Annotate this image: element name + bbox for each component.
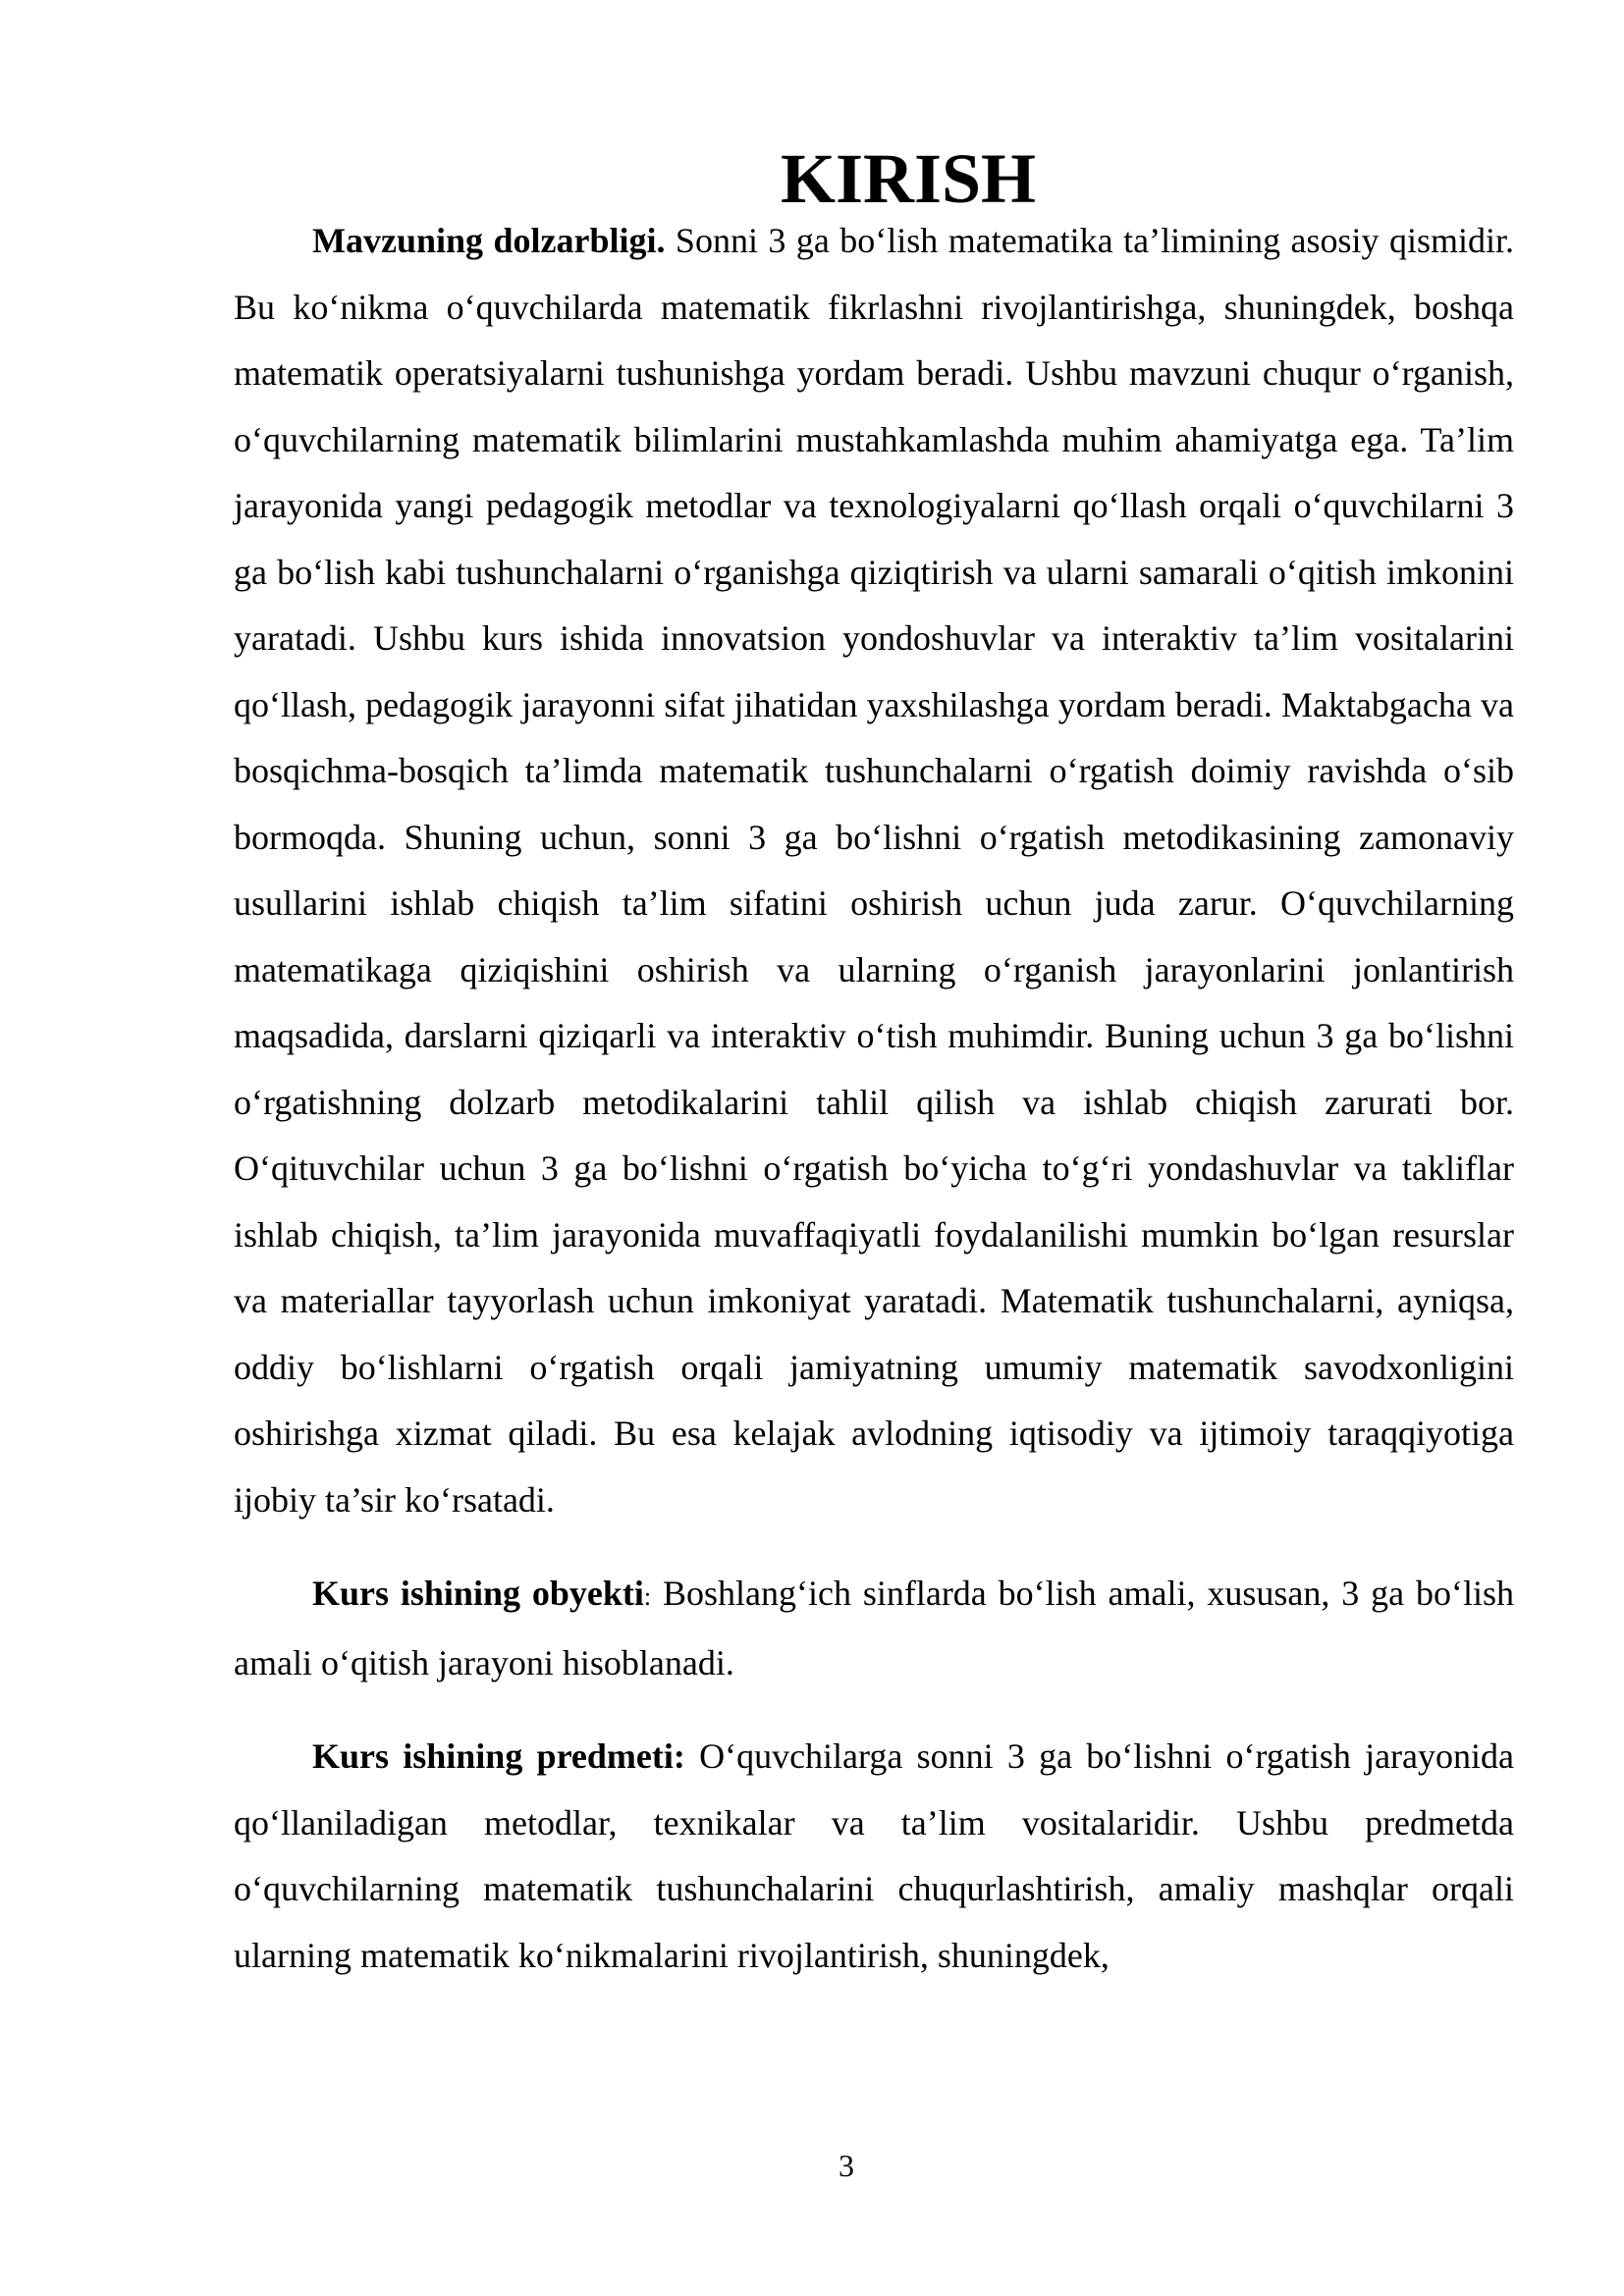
paragraph-lead-object: Kurs ishining obyekti <box>312 1574 644 1613</box>
paragraph-text-relevance: Sonni 3 ga bo‘lish matematika ta’limining asosiy qismidir. Bu ko‘nikma o‘quvchilarda matematik fikrlashni rivojlantirishga, shuningdek, boshqa matematik operatsiyalarni tushunishga yordam beradi. Ushbu mavzuni chuqur o‘rganish, o‘quvchilarning matematik bilimlarini mustahkamlashda muhim ahamiyatga ega. Ta’lim jarayonida yangi pedagogik metodlar va texnologiyalarni qo‘llash orqali o‘quvchilarni 3 ga bo‘lish kabi tushunchalarni o‘rganishga qiziqtirish va ularni samarali o‘qitish imkonini yaratadi. Ushbu kurs ishida innovatsion yondoshuvlar va interaktiv ta’lim vositalarini qo‘llash, pedagogik jarayonni sifat jihatidan yaxshilashga yordam beradi. Maktabgacha va bosqichma-bosqich ta’limda matematik tushunchalarni o‘rgatish doimiy ravishda o‘sib bormoqda. Shuning uchun, sonni 3 ga bo‘lishni o‘rgatish metodikasining zamonaviy usullarini ishlab chiqish ta’lim sifatini oshirish uchun juda zarur. O‘quvchilarning matematikaga qiziqishini oshirish va ularning o‘rganish jarayonlarini jonlantirish maqsadida, darslarni qiziqarli va interaktiv o‘tish muhimdir. Buning uchun 3 ga bo‘lishni o‘rgatishning dolzarb metodikalarini tahlil qilish va ishlab chiqish zarurati bor. O‘qituvchilar uchun 3 ga bo‘lishni o‘rgatish bo‘yicha to‘g‘ri yondashuvlar va takliflar ishlab chiqish, ta’lim jarayonida muvaffaqiyatli foydalanilishi mumkin bo‘lgan resurslar va materiallar tayyorlash uchun imkoniyat yaratadi. Matematik tushunchalarni, ayniqsa, oddiy bo‘lishlarni o‘rgatish orqali jamiyatning umumiy matematik savodxonligini oshirishga xizmat qiladi. Bu esa kelajak avlodning iqtisodiy va ijtimoiy taraqqiyotiga ijobiy ta’sir ko‘rsatadi. <box>234 221 1514 1520</box>
paragraph-gap <box>234 1533 1514 1561</box>
paragraph-text-object: Boshlang‘ich sinflarda bo‘lish amali, xususan, 3 ga bo‘lish amali o‘qitish jarayoni hisoblanadi. <box>234 1574 1514 1682</box>
paragraph-object <box>234 1561 1514 1696</box>
paragraph-gap <box>234 1696 1514 1724</box>
document-page <box>234 139 1514 1989</box>
paragraph-subject <box>234 1724 1514 1989</box>
paragraph-lead-subject: Kurs ishining predmeti: <box>312 1736 685 1776</box>
paragraph-relevance <box>234 208 1514 1533</box>
paragraph-lead-suffix-object: : <box>643 1582 652 1611</box>
paragraph-lead-relevance: Mavzuning dolzarbligi. <box>312 221 666 260</box>
paragraph-text-subject: O‘quvchilarga sonni 3 ga bo‘lishni o‘rgatish jarayonida qo‘llaniladigan metodlar, texnikalar va ta’lim vositalaridir. Ushbu predmetda o‘quvchilarning matematik tushunchalarini chuqurlashtirish, amaliy mashqlar orqali ularning matematik ko‘nikmalarini rivojlantirish, shuningdek, <box>234 1736 1514 1975</box>
page-number: 3 <box>839 2148 854 2183</box>
section-title: KIRISH <box>780 139 1037 218</box>
